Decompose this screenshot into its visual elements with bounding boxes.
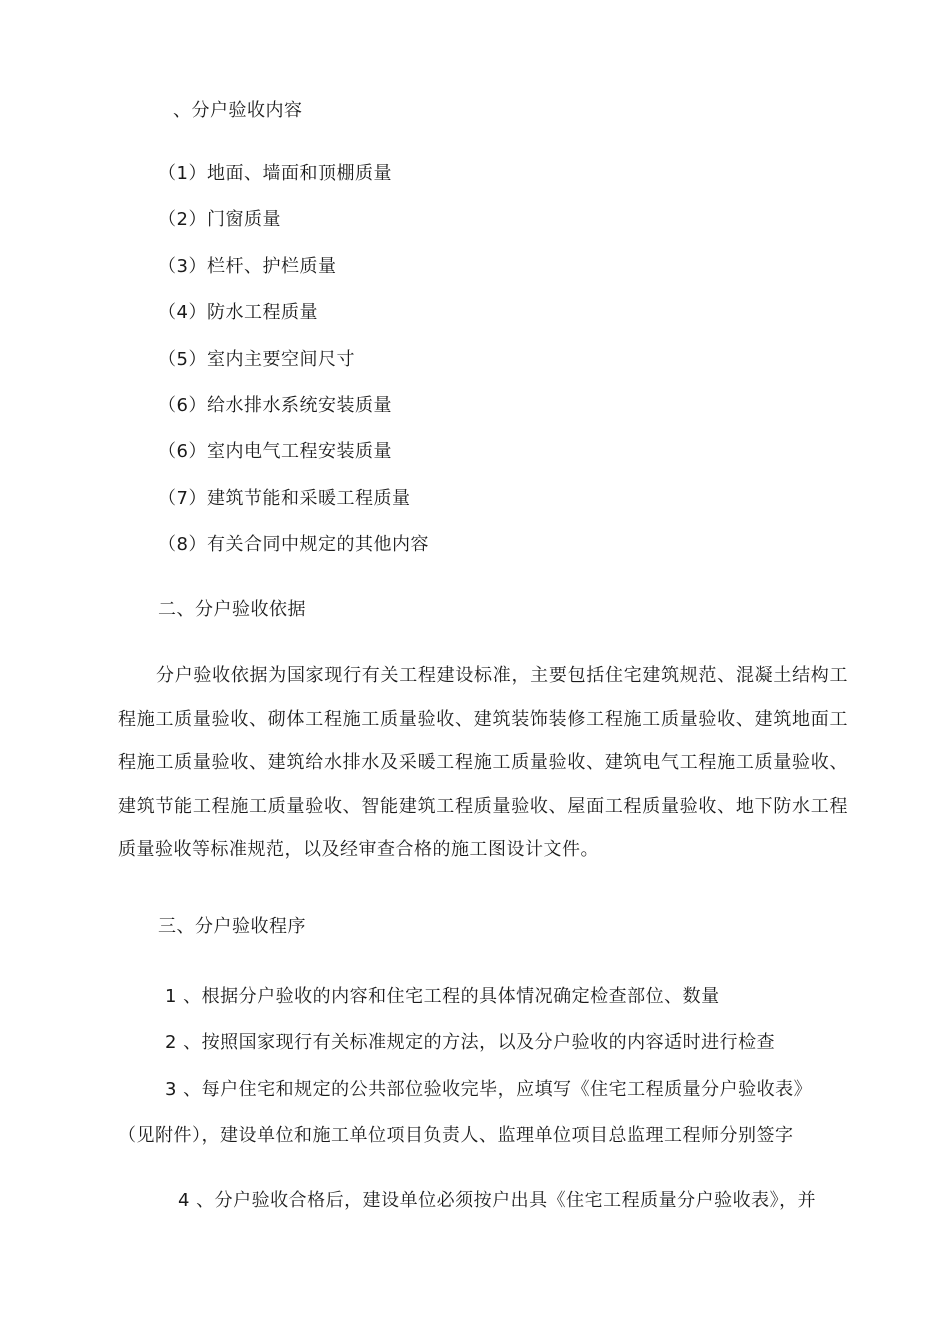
procedure-step-4: 4 、分户验收合格后，建设单位必须按户出具《住宅工程质量分户验收表》，并 [178,1190,817,1211]
procedure-step-3-line-1: 3 、每户住宅和规定的公共部位验收完毕，应填写《住宅工程质量分户验收表》 [165,1079,813,1100]
list-item: （3）栏杆、护栏质量 [158,256,337,277]
list-item: （5）室内主要空间尺寸 [158,349,355,370]
section1-heading: 、分户验收内容 [173,100,303,121]
list-item: （1）地面、墙面和顶棚质量 [158,163,392,184]
list-item: （6）给水排水系统安装质量 [158,395,392,416]
procedure-step-2: 2 、按照国家现行有关标准规定的方法，以及分户验收的内容适时进行检查 [165,1032,776,1053]
list-item: （2）门窗质量 [158,209,281,230]
procedure-step-1: 1 、根据分户验收的内容和住宅工程的具体情况确定检查部位、数量 [165,986,720,1007]
list-item: （4）防水工程质量 [158,302,318,323]
procedure-step-3-line-2: （见附件），建设单位和施工单位项目负责人、监理单位项目总监理工程师分别签字 [118,1125,794,1146]
list-item: （6）室内电气工程安装质量 [158,441,392,462]
section3-heading: 三、分户验收程序 [158,916,306,937]
list-item: （8）有关合同中规定的其他内容 [158,534,429,555]
section2-heading: 二、分户验收依据 [158,599,306,620]
section2-paragraph: 分户验收依据为国家现行有关工程建设标准，主要包括住宅建筑规范、混凝土结构工程施工质量验收、砌体工程施工质量验收、建筑装饰装修工程施工质量验收、建筑地面工程施工质量验收、建筑给水排水及采暖工程施工质量验收、建筑电气工程施工质量验收、建筑节能工程施工质量验收、智能建筑工程质量验收、屋面工程质量验收、地下防水工程质量验收等标准规范，以及经审查合格的施工图设计文件。 [118,665,848,860]
list-item: （7）建筑节能和采暖工程质量 [158,488,411,509]
